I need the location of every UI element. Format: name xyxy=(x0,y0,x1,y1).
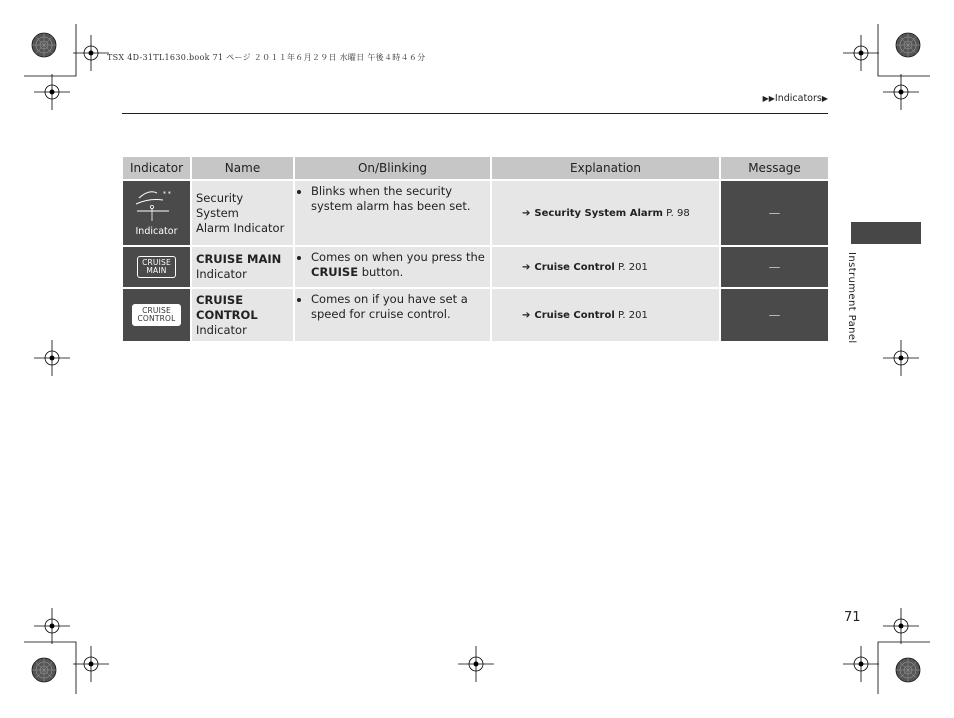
reference-title: Security System Alarm xyxy=(534,207,663,219)
breadcrumb-link-indicators[interactable]: Indicators xyxy=(774,93,822,104)
table-row xyxy=(123,247,828,287)
icon-text: MAIN xyxy=(146,266,167,275)
name-cell xyxy=(192,181,293,245)
explanation-cell xyxy=(492,247,719,287)
page-number: 71 xyxy=(844,610,861,625)
bullet-text: Comes on when you press the xyxy=(311,250,485,264)
cruise-main-icon xyxy=(137,256,176,278)
message-cell: — xyxy=(721,289,828,341)
reference-arrow-icon: ➔ xyxy=(522,207,531,219)
message-cell: — xyxy=(721,247,828,287)
column-header-indicator: Indicator xyxy=(123,157,190,179)
print-header: TSX 4D-31TL1630.book 71 ページ ２０１１年６月２９日 水曜日 午後４時４６分 xyxy=(107,53,426,62)
reference-link[interactable] xyxy=(522,208,690,219)
breadcrumb-trail-arrow: ▶ xyxy=(821,94,828,103)
indicator-cell xyxy=(123,247,190,287)
svg-text:⁎ ⁎: ⁎ ⁎ xyxy=(163,189,171,196)
bullet-text: button. xyxy=(358,265,404,279)
bullet-item: • Comes on if you have set a speed for cruise control. xyxy=(311,292,486,322)
name-cell xyxy=(192,247,293,287)
on-blinking-cell xyxy=(295,181,490,245)
icon-text: CONTROL xyxy=(137,314,176,323)
table-header-row xyxy=(123,157,828,179)
name-bold: CONTROL xyxy=(196,307,258,322)
column-header-on-blinking: On/Blinking xyxy=(295,157,490,179)
section-tab xyxy=(851,222,921,244)
icon-caption: Indicator xyxy=(135,226,178,237)
section-label: Instrument Panel xyxy=(846,252,857,344)
name-bold: CRUISE MAIN xyxy=(196,252,282,266)
name-line: Security System xyxy=(196,190,244,220)
indicator-table xyxy=(121,155,830,343)
reference-page: P. 201 xyxy=(617,261,648,273)
name-suffix: Indicator xyxy=(196,322,247,337)
reference-link[interactable] xyxy=(522,310,648,321)
column-header-message: Message xyxy=(721,157,828,179)
bullet-bold: CRUISE xyxy=(311,265,359,279)
table-row xyxy=(123,181,828,245)
explanation-cell xyxy=(492,289,719,341)
icon-text: CRUISE xyxy=(142,258,171,267)
message-cell: — xyxy=(721,181,828,245)
bullet-item: • Blinks when the security system alarm has been set. xyxy=(311,184,486,214)
reference-arrow-icon: ➔ xyxy=(522,261,531,273)
name-bold: CRUISE xyxy=(196,292,244,307)
explanation-cell xyxy=(492,181,719,245)
reference-title: Cruise Control xyxy=(534,309,615,321)
name-suffix: Indicator xyxy=(196,267,247,281)
indicator-cell xyxy=(123,181,190,245)
reference-page: P. 98 xyxy=(666,207,690,219)
security-system-alarm-icon xyxy=(123,181,190,241)
table-row xyxy=(123,289,828,341)
indicator-cell xyxy=(123,289,190,341)
icon-text: CRUISE xyxy=(142,306,171,315)
bullet-item xyxy=(311,250,486,280)
column-header-explanation: Explanation xyxy=(492,157,719,179)
reference-arrow-icon: ➔ xyxy=(522,309,531,321)
name-line: Alarm Indicator xyxy=(196,220,285,235)
on-blinking-cell xyxy=(295,247,490,287)
reference-title: Cruise Control xyxy=(534,261,615,273)
cruise-control-icon xyxy=(132,304,180,326)
on-blinking-cell xyxy=(295,289,490,341)
reference-page: P. 201 xyxy=(617,309,648,321)
name-cell xyxy=(192,289,293,341)
reference-link[interactable] xyxy=(522,262,648,273)
breadcrumb xyxy=(763,93,828,104)
header-rule xyxy=(122,113,828,114)
column-header-name: Name xyxy=(192,157,293,179)
breadcrumb-arrows: ▶▶ xyxy=(762,94,775,103)
